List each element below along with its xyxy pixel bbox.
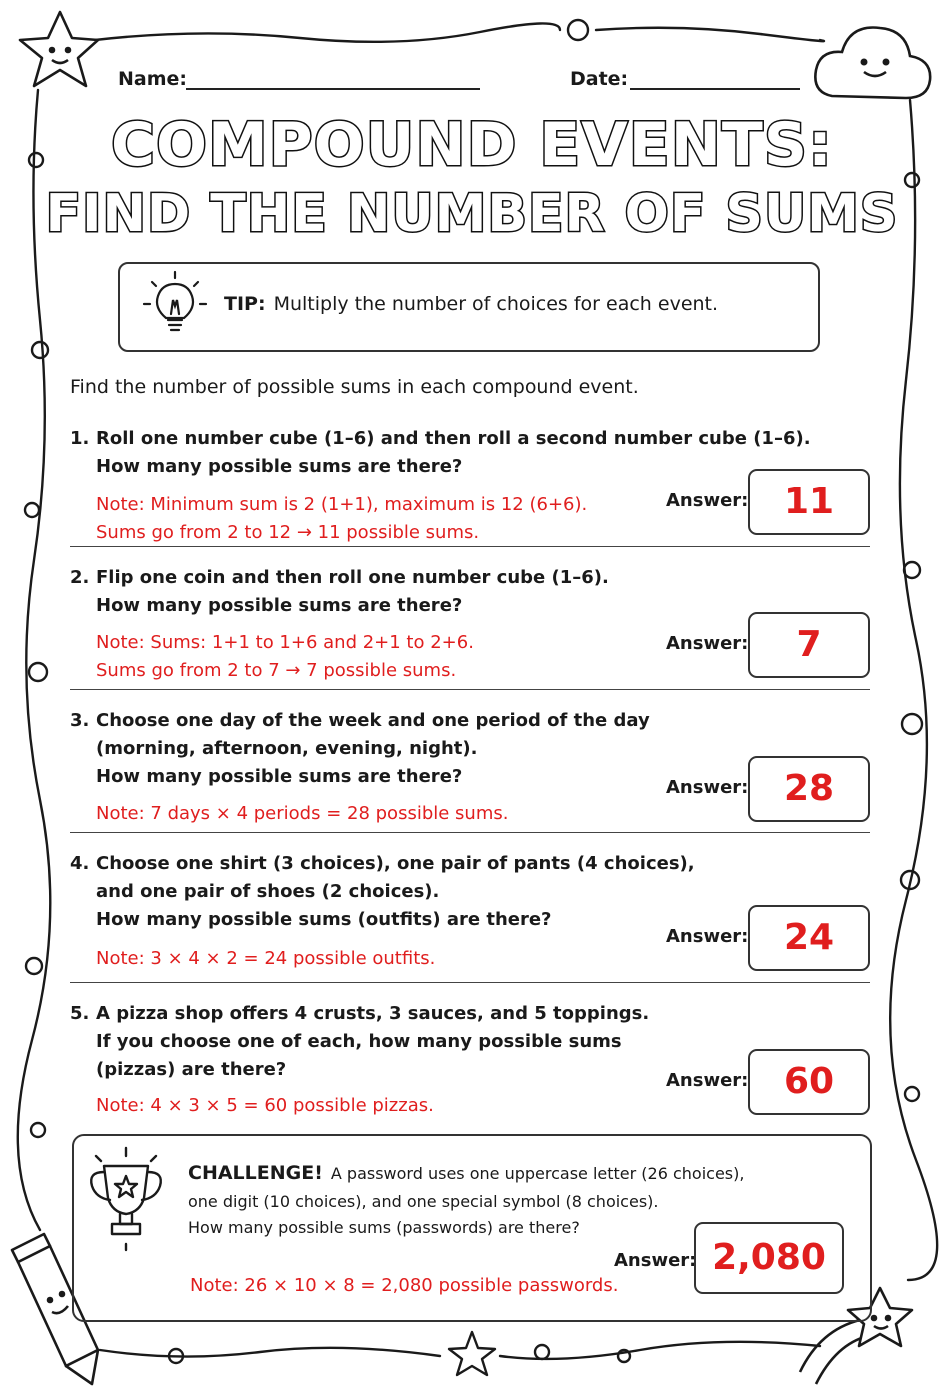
answer-label: Answer:	[666, 633, 749, 654]
lightbulb-icon	[140, 270, 210, 340]
question-4-line: Choose one shirt (3 choices), one pair of pants (4 choices),	[96, 853, 695, 874]
answer-box-1: 11	[748, 469, 870, 535]
page-title-line2: FIND THE NUMBER OF SUMS	[45, 184, 899, 244]
challenge-label: CHALLENGE!	[188, 1162, 323, 1184]
question-3-number: 3.	[70, 710, 90, 731]
question-4-number: 4.	[70, 853, 90, 874]
question-4-note: Note: 3 × 4 × 2 = 24 possible outfits.	[96, 948, 436, 969]
question-2-number: 2.	[70, 567, 90, 588]
date-field[interactable]	[630, 88, 800, 90]
trophy-icon	[84, 1146, 168, 1252]
question-2-note: Note: Sums: 1+1 to 1+6 and 2+1 to 2+6.	[96, 632, 474, 653]
answer-label: Answer:	[614, 1250, 697, 1271]
question-3-note: Note: 7 days × 4 periods = 28 possible sums.	[96, 803, 509, 824]
cloud-icon	[815, 28, 930, 99]
date-label: Date:	[570, 68, 629, 90]
divider	[70, 689, 870, 690]
question-5-number: 5.	[70, 1003, 90, 1024]
answer-box-4: 24	[748, 905, 870, 971]
answer-box-3: 28	[748, 756, 870, 822]
divider	[70, 982, 870, 983]
question-3-line: How many possible sums are there?	[96, 766, 463, 787]
challenge-text: A password uses one uppercase letter (26 choices),	[330, 1164, 745, 1183]
tip-text	[224, 293, 718, 315]
question-5-line: (pizzas) are there?	[96, 1059, 287, 1080]
challenge-line: one digit (10 choices), and one special symbol (8 choices).	[188, 1192, 659, 1211]
question-1-note: Note: Minimum sum is 2 (1+1), maximum is 12 (6+6).	[96, 494, 588, 515]
challenge-note: Note: 26 × 10 × 8 = 2,080 possible passwords.	[190, 1275, 619, 1296]
challenge-answer-box: 2,080	[694, 1222, 844, 1294]
divider	[70, 546, 870, 547]
tip-body: Multiply the number of choices for each event.	[273, 293, 719, 315]
star-icon	[449, 1332, 495, 1375]
answer-label: Answer:	[666, 490, 749, 511]
answer-label: Answer:	[666, 1070, 749, 1091]
answer-label: Answer:	[666, 926, 749, 947]
star-icon	[20, 12, 98, 86]
instructions: Find the number of possible sums in each compound event.	[70, 376, 639, 398]
question-1-line: Roll one number cube (1–6) and then roll a second number cube (1–6).	[96, 428, 811, 449]
question-4-line: How many possible sums (outfits) are there?	[96, 909, 552, 930]
challenge-line	[188, 1162, 744, 1184]
divider	[70, 832, 870, 833]
question-3-line: (morning, afternoon, evening, night).	[96, 738, 478, 759]
question-5-line: If you choose one of each, how many possible sums	[96, 1031, 622, 1052]
page-title-line1: COMPOUND EVENTS:	[110, 110, 834, 180]
question-2-line: Flip one coin and then roll one number cube (1–6).	[96, 567, 609, 588]
question-3-line: Choose one day of the week and one period of the day	[96, 710, 650, 731]
challenge-line: How many possible sums (passwords) are there?	[188, 1218, 580, 1237]
question-5-line: A pizza shop offers 4 crusts, 3 sauces, and 5 toppings.	[96, 1003, 650, 1024]
answer-box-5: 60	[748, 1049, 870, 1115]
question-4-line: and one pair of shoes (2 choices).	[96, 881, 440, 902]
question-2-line: How many possible sums are there?	[96, 595, 463, 616]
question-1-note: Sums go from 2 to 12 → 11 possible sums.	[96, 522, 480, 543]
answer-label: Answer:	[666, 777, 749, 798]
name-field[interactable]	[186, 88, 480, 90]
name-label: Name:	[118, 68, 188, 90]
question-1-number: 1.	[70, 428, 90, 449]
question-5-note: Note: 4 × 3 × 5 = 60 possible pizzas.	[96, 1095, 434, 1116]
tip-label: TIP:	[224, 293, 266, 315]
answer-box-2: 7	[748, 612, 870, 678]
question-1-line: How many possible sums are there?	[96, 456, 463, 477]
question-2-note: Sums go from 2 to 7 → 7 possible sums.	[96, 660, 457, 681]
